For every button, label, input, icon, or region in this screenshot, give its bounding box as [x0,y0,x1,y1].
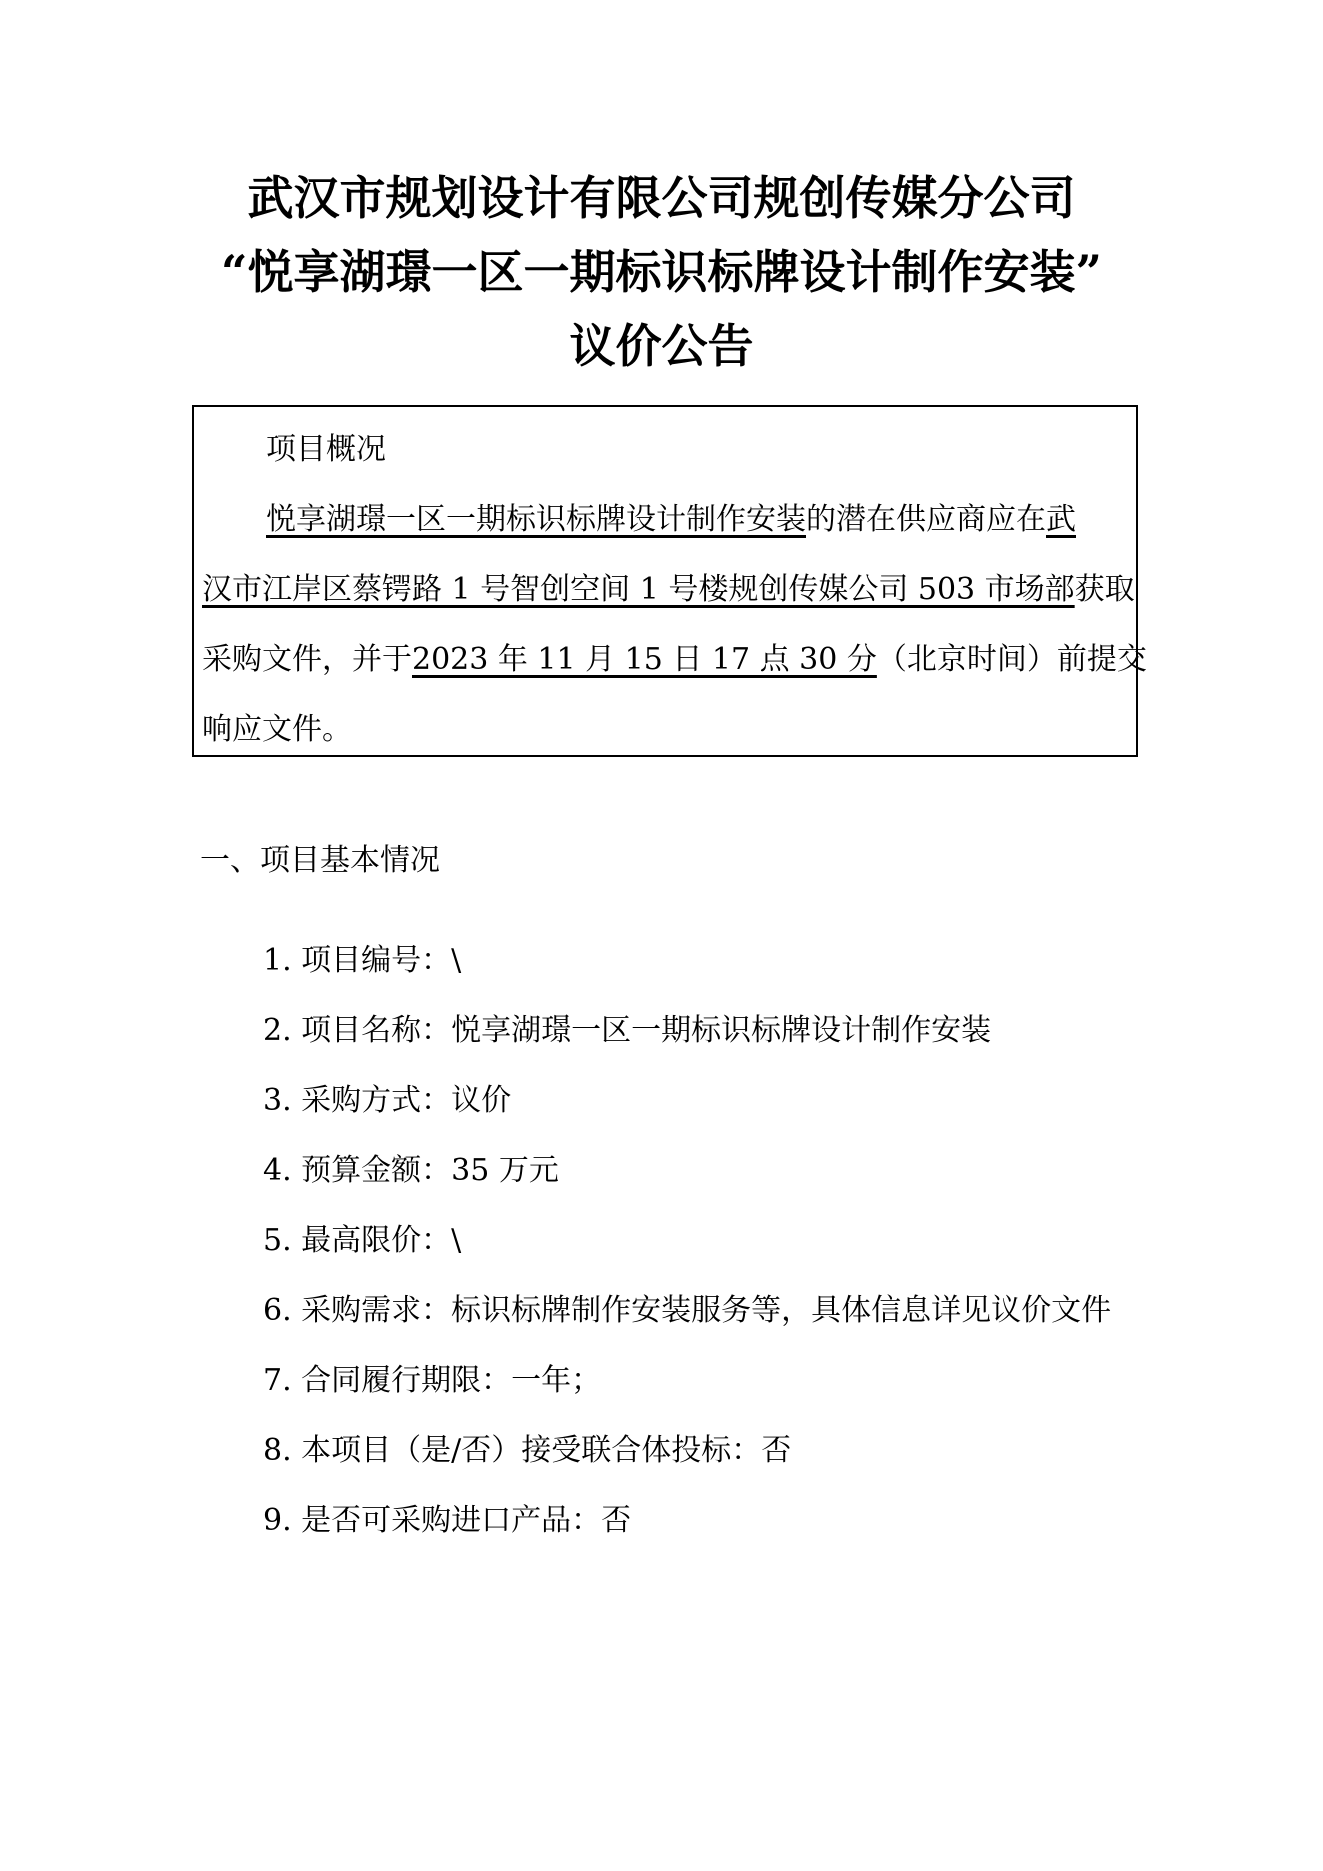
list-item: 8. 本项目（是/否）接受联合体投标：否 [263,1433,792,1468]
list-item: 3. 采购方式：议价 [263,1083,512,1118]
list-item: 7. 合同履行期限：一年； [263,1363,602,1398]
list-item: 4. 预算金额：35 万元 [263,1153,559,1188]
overview-project-name: 悦享湖璟一区一期标识标牌设计制作安装 [266,502,806,537]
overview-line-4: 响应文件。 [202,712,352,747]
overview-text-4: （北京时间）前提交 [876,642,1147,677]
announcement-title-line-1: 武汉市规划设计有限公司规创传媒分公司 [247,171,1076,225]
overview-heading: 项目概况 [266,432,386,467]
overview-line-3 [202,625,1147,695]
overview-text-3: 采购文件，并于 [202,642,412,677]
overview-text-1: 的潜在供应商应在 [806,502,1046,537]
project-overview-box [192,405,1147,757]
overview-line-2 [202,555,1135,625]
basic-info-list [263,926,1111,1556]
list-item: 2. 项目名称：悦享湖璟一区一期标识标牌设计制作安装 [263,1013,992,1048]
overview-deadline: 2023 年 11 月 15 日 17 点 30 分 [412,642,877,677]
overview-text-2: 获取 [1074,572,1135,607]
list-item: 9. 是否可采购进口产品：否 [263,1503,632,1538]
list-item: 1. 项目编号：\ [263,943,462,978]
overview-address-start: 武 [1046,502,1076,537]
section-heading-basic-info: 一、项目基本情况 [200,843,440,878]
overview-address: 汉市江岸区蔡锷路 1 号智创空间 1 号楼规创传媒公司 503 市场部 [202,572,1075,607]
announcement-title-line-2: “悦享湖璟一区一期标识标牌设计制作安装” [221,245,1102,299]
announcement-title-line-3: 议价公告 [569,319,754,373]
list-item: 6. 采购需求：标识标牌制作安装服务等，具体信息详见议价文件 [263,1293,1112,1328]
overview-line-1 [266,485,1194,555]
list-item: 5. 最高限价：\ [263,1223,462,1258]
